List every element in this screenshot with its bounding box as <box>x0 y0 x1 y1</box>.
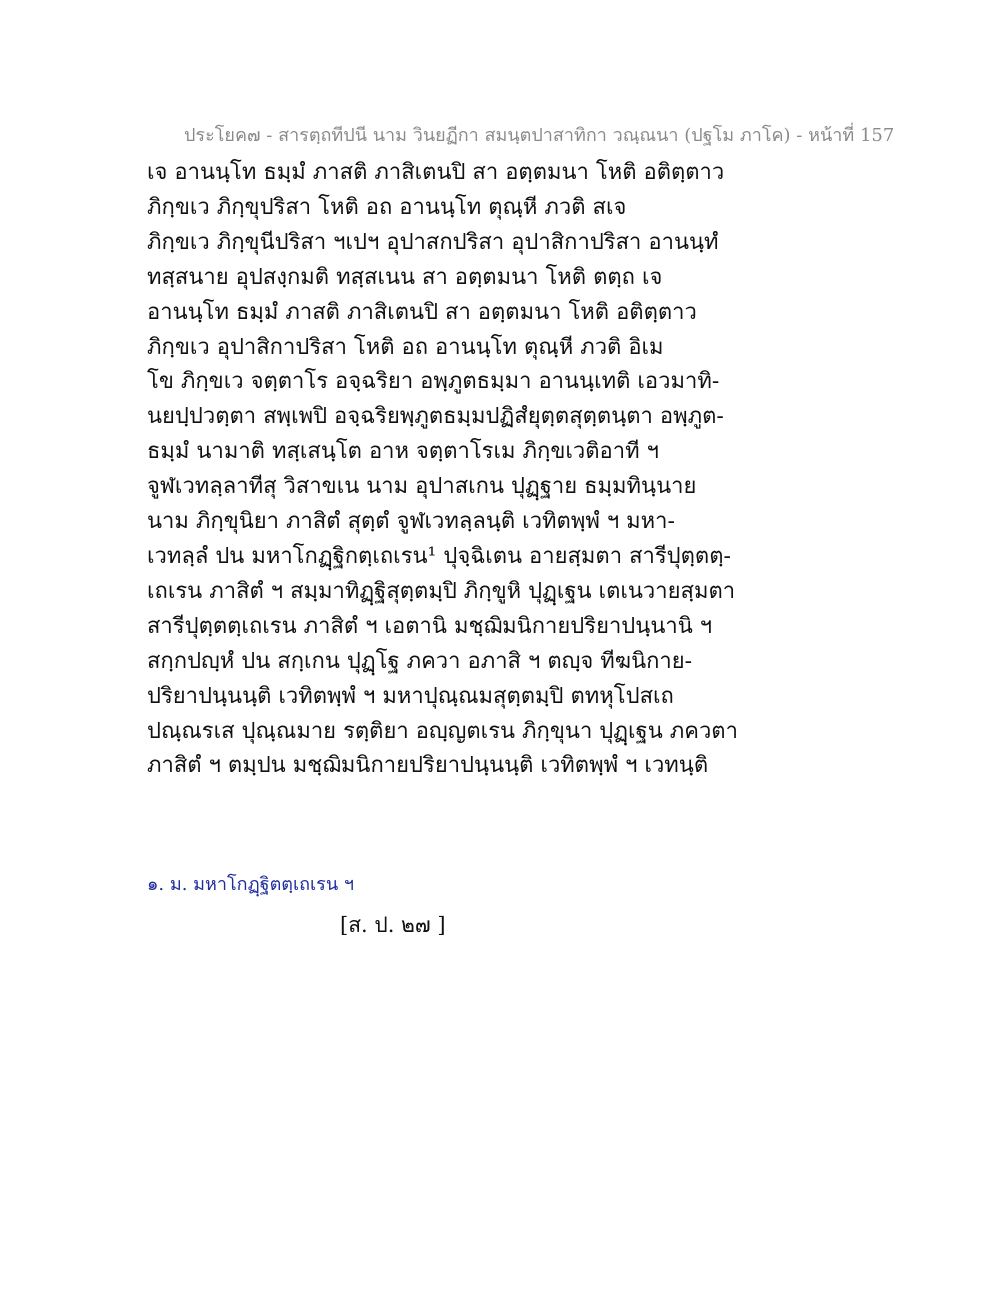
text-line: นาม ภิกฺขุนิยา ภาสิตํ สุตฺตํ จูฬเวทลฺลนฺติ เวทิตพฺพํ ฯ มหา- <box>147 509 675 535</box>
text-line: นยปฺปวตฺตา สพฺเพปิ อจฺฉริยพฺภูตธมฺมปฏิสํยุตฺตสุตฺตนฺตา อพฺภูต- <box>147 404 724 430</box>
text-line: ภิกฺขเว ภิกฺขุปริสา โหติ อถ อานนฺโท ตุณฺหี ภวติ สเจ <box>147 194 627 220</box>
page-reference: [ส. ป. ๒๗ ] <box>340 913 446 937</box>
text-line: ภิกฺขเว อุปาสิกาปริสา โหติ อถ อานนฺโท ตุณฺหี ภวติ อิเม <box>147 334 664 360</box>
text-line: จูฬเวทลฺลาทีสุ วิสาขเน นาม อุปาสเกน ปุฏฺฐาย ธมฺมทินฺนาย <box>147 474 697 500</box>
text-line: สกฺกปญฺหํ ปน สกฺเกน ปุฏฺโฐ ภควา อภาสิ ฯ ตญฺจ ทีฆนิกาย- <box>147 648 693 674</box>
text-line: สารีปุตฺตตฺเถเรน ภาสิตํ ฯ เอตานิ มชฺฌิมนิกายปริยาปนฺนานิ ฯ <box>147 613 713 639</box>
body-text <box>147 156 867 784</box>
text-line: เถเรน ภาสิตํ ฯ สมฺมาทิฏฺฐิสุตฺตมฺปิ ภิกฺขูหิ ปุฏฺเฐน เตเนวายสฺมตา <box>147 578 736 604</box>
running-header: ประโยค๗ - สารตฺถทีปนี นาม วินยฏีกา สมนฺตปาสาทิกา วณฺณนา (ปฐโม ภาโค) - หน้าที่ 157 <box>184 125 895 146</box>
text-line: อานนฺโท ธมฺมํ ภาสติ ภาสิเตนปิ สา อตฺตมนา โหติ อติตฺตาว <box>147 299 697 325</box>
text-line: ธมฺมํ นามาติ ทสฺเสนฺโต อาห จตฺตาโรเม ภิกฺขเวติอาที ฯ <box>147 439 659 465</box>
footnote: ๑. ม. มหาโกฏฺฐิตตฺเถเรน ฯ <box>147 874 354 895</box>
text-line: ปณฺณรเส ปุณฺณมาย รตฺติยา อญฺญตเรน ภิกฺขุนา ปุฏฺเฐน ภควตา <box>147 718 738 744</box>
text-line: ภิกฺขเว ภิกฺขุนีปริสา ฯเปฯ อุปาสกปริสา อุปาสิกาปริสา อานนฺทํ <box>147 229 719 255</box>
text-line: โข ภิกฺขเว จตฺตาโร อจฺฉริยา อพฺภูตธมฺมา อานนฺเทติ เอวมาทิ- <box>147 369 720 395</box>
text-line: ทสฺสนาย อุปสงฺกมติ ทสฺสเนน สา อตฺตมนา โหติ ตตฺถ เจ <box>147 264 663 290</box>
text-line: ภาสิตํ ฯ ตมฺปน มชฺฌิมนิกายปริยาปนฺนนฺติ เวทิตพฺพํ ฯ เวทนฺติ <box>147 753 709 779</box>
text-line: เจ อานนฺโท ธมฺมํ ภาสติ ภาสิเตนปิ สา อตฺตมนา โหติ อติตฺตาว <box>147 160 725 185</box>
text-line: เวทลฺลํ ปน มหาโกฏฺฐิกตฺเถเรน¹ ปุจฺฉิเตน อายสฺมตา สารีปุตฺตตฺ- <box>147 543 731 569</box>
text-line: ปริยาปนฺนนฺติ เวทิตพฺพํ ฯ มหาปุณฺณมสุตฺตมฺปิ ตทหุโปสเถ <box>147 683 674 709</box>
